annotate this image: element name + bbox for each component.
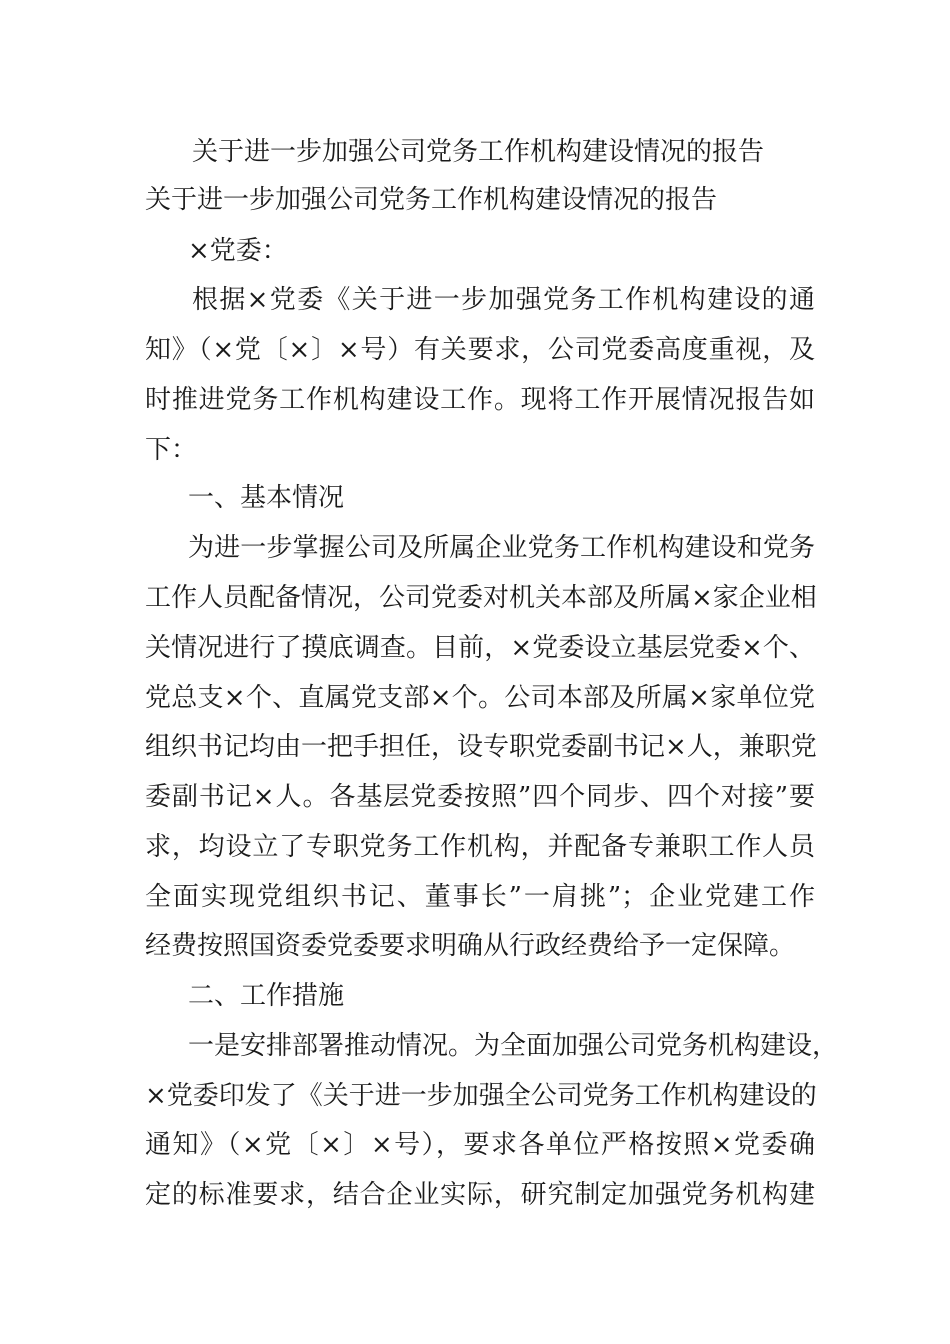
document-subtitle: 关于进一步加强公司党务工作机构建设情况的报告 [145, 185, 718, 215]
paragraph-line: 求，均设立了专职党务工作机构，并配备专兼职工作人员 [145, 832, 815, 862]
paragraph-line: 通知》（×党〔×〕×号），要求各单位严格按照×党委确 [145, 1130, 815, 1160]
paragraph-line: 经费按照国资委党委要求明确从行政经费给予一定保障。 [145, 931, 796, 961]
section-heading: 一、基本情况 [188, 483, 345, 513]
salutation: ×党委： [188, 236, 288, 266]
paragraph-line: 时推进党务工作机构建设工作。现将工作开展情况报告如 [145, 385, 815, 415]
paragraph-line: 组织书记均由一把手担任，设专职党委副书记×人，兼职党 [145, 732, 817, 762]
paragraph-line: 知》（×党〔×〕×号）有关要求，公司党委高度重视，及 [145, 335, 815, 365]
paragraph-line: 全面实现党组织书记、董事长”一肩挑”；企业党建工作 [145, 882, 815, 912]
document-title: 关于进一步加强公司党务工作机构建设情况的报告 [192, 137, 765, 167]
section-heading: 二、工作措施 [188, 981, 345, 1011]
paragraph-line: 定的标准要求，结合企业实际，研究制定加强党务机构建 [145, 1180, 815, 1210]
paragraph-line: 党总支×个、直属党支部×个。公司本部及所属×家单位党 [145, 683, 815, 713]
paragraph-line: 关情况进行了摸底调查。目前，×党委设立基层党委×个、 [145, 633, 815, 663]
paragraph-line: 一是安排部署推动情况。为全面加强公司党务机构建设， [188, 1031, 839, 1061]
paragraph-line: 为进一步掌握公司及所属企业党务工作机构建设和党务 [188, 533, 815, 563]
paragraph-line: 委副书记×人。各基层党委按照”四个同步、四个对接”要 [145, 782, 815, 812]
paragraph-line: ×党委印发了《关于进一步加强全公司党务工作机构建设的 [145, 1081, 817, 1111]
paragraph-line: 下： [145, 435, 198, 465]
paragraph-line: 根据×党委《关于进一步加强党务工作机构建设的通 [192, 285, 815, 315]
paragraph-line: 工作人员配备情况，公司党委对机关本部及所属×家企业相 [145, 583, 817, 613]
